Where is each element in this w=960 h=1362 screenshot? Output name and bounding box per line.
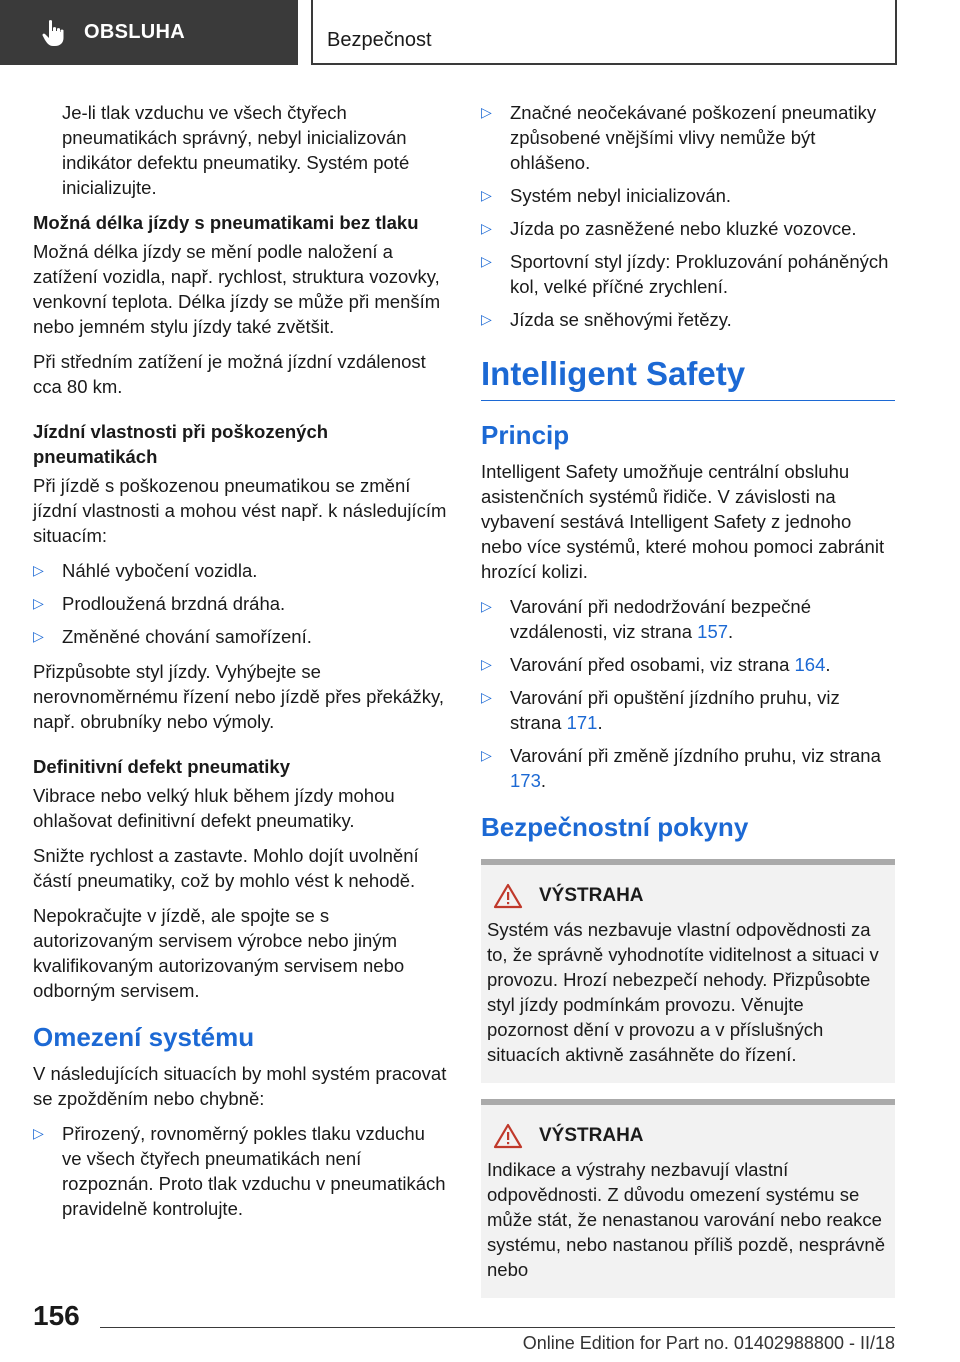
list-item: ▷ Systém nebyl inicializován.	[481, 185, 732, 206]
triangle-bullet-icon: ▷	[481, 187, 492, 203]
triangle-bullet-icon: ▷	[481, 104, 492, 120]
page-link[interactable]: 164	[794, 654, 826, 675]
warning-title: VÝSTRAHA	[539, 1125, 644, 1146]
triangle-bullet-icon: ▷	[33, 628, 44, 644]
paragraph: Intelligent Safety umožňuje centrální obsluhu asistenčních systémů řidiče. V závislosti na vybavení sestává Intelligent Safety z jednoho nebo více systémů, které mohou pomoci zabránit hrozící kolizi.	[481, 461, 885, 582]
list-item: ▷ Značné neočekávané poškození pneumatiky způsobené vnějšími vlivy nemůže být ohlášeno.	[481, 102, 877, 173]
heading-safety-notes: Bezpečnostní pokyny	[481, 812, 749, 842]
list-item: ▷ Varování před osobami, viz strana 164.	[481, 654, 831, 675]
page-number: 156	[33, 1300, 80, 1331]
right-column	[481, 100, 895, 1298]
edition-note: Online Edition for Part no. 01402988800 - II/18	[522, 1333, 895, 1353]
warning-text: Indikace a výstrahy nezbavují vlastní odpovědnosti. Z důvodu omezení systému se může stát, že nenastanou varování nebo reakce systému, nebo nastanou příliš pozdě, nesprávně nebo	[487, 1159, 885, 1280]
principle-list	[481, 594, 895, 793]
intro-paragraph: Je-li tlak vzduchu ve všech čtyřech pneumatikách správný, nebyl inicializován indikátor defektu pneumatiky. Systém poté inicializujte.	[62, 102, 410, 198]
triangle-bullet-icon: ▷	[33, 595, 44, 611]
warning-triangle-icon	[493, 883, 523, 909]
triangle-bullet-icon: ▷	[481, 747, 492, 763]
section-header	[311, 0, 897, 65]
page-link[interactable]: 171	[566, 712, 598, 733]
triangle-bullet-icon: ▷	[481, 598, 492, 614]
heading-intelligent-safety: Intelligent Safety	[481, 354, 895, 401]
heading-driving-properties: Jízdní vlastnosti při poškozených pneumatikách	[33, 421, 329, 467]
warning-triangle-icon	[493, 1123, 523, 1149]
heading-definitive-defect: Definitivní defekt pneumatiky	[33, 756, 290, 777]
warning-title: VÝSTRAHA	[539, 885, 644, 906]
driving-list	[33, 558, 448, 649]
paragraph: Možná délka jízdy se mění podle naložení a zatížení vozidla, např. rychlost, struktura vozovky, venkovní teplota. Délka jízdy se může při menším nebo jemném stylu jízdy také zvětšit.	[33, 241, 441, 337]
paragraph: V následujících situacích by mohl systém pracovat se zpožděním nebo chybně:	[33, 1063, 447, 1109]
list-item: ▷ Přirozený, rovnoměrný pokles tlaku vzduchu ve všech čtyřech pneumatikách není rozpoznán. Proto tlak vzduchu v pneumatikách pravidelně kontrolujte.	[33, 1123, 446, 1219]
list-item: ▷ Varování při změně jízdního pruhu, viz strana 173.	[481, 745, 881, 791]
footer-divider	[100, 1327, 895, 1328]
limits-list-continued	[481, 100, 895, 332]
warning-box	[481, 859, 895, 1083]
triangle-bullet-icon: ▷	[481, 656, 492, 672]
hand-pointer-icon	[42, 18, 66, 48]
triangle-bullet-icon: ▷	[33, 1125, 44, 1141]
list-item: ▷ Varování při opuštění jízdního pruhu, viz strana 171.	[481, 687, 840, 733]
limits-list	[33, 1121, 448, 1221]
triangle-bullet-icon: ▷	[33, 562, 44, 578]
heading-principle: Princip	[481, 420, 570, 450]
list-item: ▷ Varování při nedodržování bezpečné vzdálenosti, viz strana 157.	[481, 596, 811, 642]
triangle-bullet-icon: ▷	[481, 220, 492, 236]
list-item: ▷ Jízda se sněhovými řetězy.	[481, 309, 732, 330]
list-item: ▷ Náhlé vybočení vozidla.	[33, 560, 258, 581]
list-item: ▷ Jízda po zasněžené nebo kluzké vozovce.	[481, 218, 857, 239]
paragraph: Při jízdě s poškozenou pneumatikou se změní jízdní vlastnosti a mohou vést např. k následujícím situacím:	[33, 475, 447, 546]
list-item: ▷ Sportovní styl jízdy: Prokluzování poháněných kol, velké příčné zrychlení.	[481, 251, 889, 297]
page-link[interactable]: 157	[697, 621, 729, 642]
page-link[interactable]: 173	[510, 770, 541, 791]
warning-header	[487, 883, 889, 909]
chapter-tab[interactable]	[0, 0, 298, 65]
paragraph: Vibrace nebo velký hluk během jízdy mohou ohlašovat definitivní defekt pneumatiky.	[33, 785, 395, 831]
list-item: ▷ Prodloužená brzdná dráha.	[33, 593, 286, 614]
paragraph: Nepokračujte v jízdě, ale spojte se s autorizovaným servisem výrobce nebo jiným kvalifikovaným autorizovaným servisem nebo odborným servisem.	[33, 905, 405, 1001]
paragraph: Při středním zatížení je možná jízdní vzdálenost cca 80 km.	[33, 351, 426, 397]
triangle-bullet-icon: ▷	[481, 253, 492, 269]
warning-header	[487, 1123, 889, 1149]
heading-system-limits: Omezení systému	[33, 1022, 255, 1052]
list-item: ▷ Změněné chování samořízení.	[33, 626, 312, 647]
triangle-bullet-icon: ▷	[481, 689, 492, 705]
triangle-bullet-icon: ▷	[481, 311, 492, 327]
warning-text: Systém vás nezbavuje vlastní odpovědnosti za to, že správně vyhodnotíte viditelnost a situaci v provozu. Hrozí nebezpečí nehody. Přizpůsobte styl jízdy podmínkám provozu. Věnujte pozornost dění v provozu a v příslušných situacích aktivně zasáhněte do řízení.	[487, 919, 879, 1065]
left-column	[33, 100, 448, 1231]
paragraph: Přizpůsobte styl jízdy. Vyhýbejte se nerovnoměrnému řízení nebo jízdě přes překážky, např. obrubníky nebo výmoly.	[33, 661, 444, 732]
heading-run-flat-range: Možná délka jízdy s pneumatikami bez tlaku	[33, 212, 419, 233]
warning-box	[481, 1099, 895, 1298]
section-title: Bezpečnost	[327, 29, 432, 51]
paragraph: Snižte rychlost a zastavte. Mohlo dojít uvolnění částí pneumatiky, což by mohlo vést k nehodě.	[33, 845, 419, 891]
chapter-tab-label: OBSLUHA	[84, 21, 185, 43]
